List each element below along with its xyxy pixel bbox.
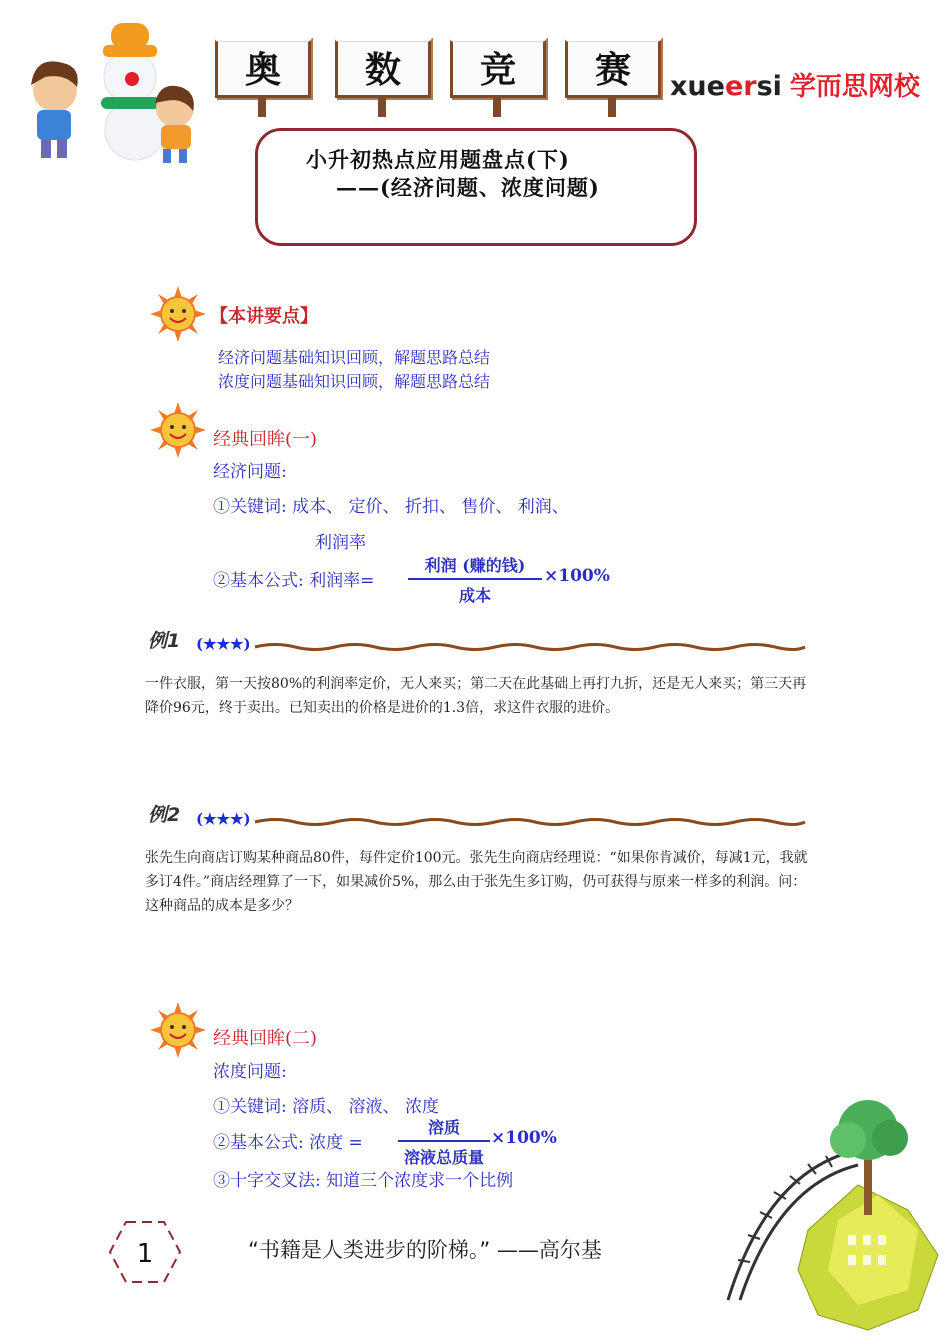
fraction-numerator: 利润 (赚的钱) [408,553,542,580]
example1-stars: (★★★) [196,635,251,653]
example1-text: 一件衣服，第一天按80%的利润率定价，无人来买；第二天在此基础上再打九折，还是无人来买；第三天再降价96元，终于卖出。已知卖出的价格是进价的1.3倍，求这件衣服的进价。 [145,676,807,716]
key-points-label: 【本讲要点】 [210,306,318,327]
sign-shu [335,36,431,98]
example2-stars: (★★★) [196,810,251,828]
review2-formula-prefix: ②基本公式: 浓度 = [213,1133,363,1153]
sign-text: 数 [364,49,401,91]
example2-label: 例2 [148,804,181,826]
sign-sai [565,36,661,98]
review1-heading: 经典回眸(一) [213,429,318,450]
brand-text: xue [670,71,725,102]
example1-label: 例1 [148,630,181,652]
review1-keywords: ①关键词: 成本、 定价、 折扣、 售价、 利润、 [213,497,569,517]
review1-formula-prefix: ②基本公式: 利润率= [213,571,375,591]
sign-ao [215,36,311,98]
sign-text: 赛 [594,49,631,91]
page-number-badge [108,1220,182,1284]
sun-icon [150,286,206,342]
review2-keywords: ①关键词: 溶质、 溶液、 浓度 [213,1097,439,1117]
brand-text: er [724,71,757,102]
brand-cn: 学而思网校 [789,72,920,102]
sign-text: 奥 [244,49,281,91]
page-subtitle: ——(经济问题、浓度问题) [336,175,600,200]
review1-formula-suffix: ×100% [544,566,610,586]
review2-cross-method: ③十字交叉法: 知道三个浓度求一个比例 [213,1171,514,1191]
brand-logo [670,66,920,103]
review2-topic: 浓度问题: [213,1062,287,1082]
sign-text: 竞 [479,49,516,91]
key-point-item: 浓度问题基础知识回顾，解题思路总结 [218,372,491,391]
fraction-denominator: 成本 [458,586,491,605]
review1-keywords-cont: 利润率 [315,533,366,553]
review2-fraction [398,1115,490,1168]
page-title: 小升初热点应用题盘点(下) [306,147,570,172]
footer-quote: “书籍是人类进步的阶梯。” ——高尔基 [248,1238,602,1262]
review2-formula-suffix: ×100% [491,1128,557,1148]
wavy-divider [145,640,810,654]
fraction-denominator: 溶液总质量 [403,1148,484,1167]
page-number: 1 [136,1239,154,1269]
kids-snowman-illustration [15,15,205,165]
sign-jing [450,36,546,98]
sun-icon [150,402,206,458]
brand-text: si [756,71,782,102]
fraction-numerator: 溶质 [398,1115,490,1142]
key-point-item: 经济问题基础知识回顾，解题思路总结 [218,348,491,367]
tree-bridge-illustration [718,1090,943,1335]
review1-topic: 经济问题: [213,462,287,482]
review2-heading: 经典回眸(二) [213,1028,318,1049]
sun-icon [150,1002,206,1058]
review1-fraction [408,553,542,606]
example2-text: 张先生向商店订购某种商品80件，每件定价100元。张先生向商店经理说：“如果你肯减价，每减1元，我就多订4件。”商店经理算了一下，如果减价5%，那么由于张先生多订购，仍可获得与原来一样多的利润。问：这种商品的成本是多少？ [145,850,808,914]
wavy-divider [145,815,810,829]
